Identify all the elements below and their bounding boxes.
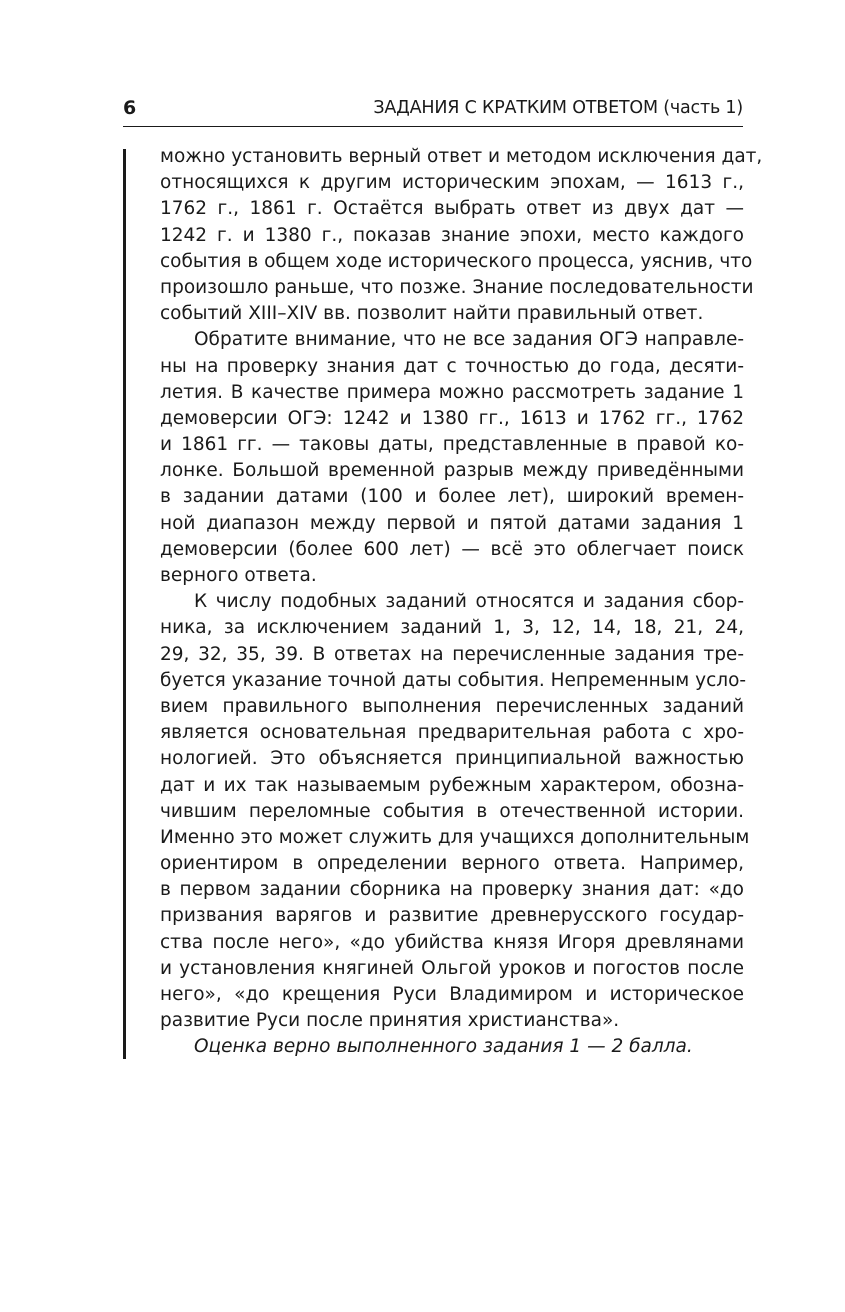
page-number: 6 (123, 97, 137, 119)
text-line: в первом задании сборника на проверку знания дат: «до (160, 879, 744, 901)
text-line: ной диапазон между первой и пятой датами задания 1 (160, 512, 744, 534)
text-line: чившим переломные события в отечественной истории. (160, 800, 744, 822)
paragraph (160, 327, 744, 589)
text-line: летия. В качестве примера можно рассмотреть задание 1 (160, 381, 744, 403)
text-line: 1762 г., 1861 г. Остаётся выбрать ответ из двух дат — (160, 198, 744, 220)
text-line: нологией. Это объясняется принципиальной важностью (160, 748, 744, 770)
text-line: буется указание точной даты события. Непременным усло- (160, 669, 747, 691)
paragraph (160, 589, 750, 1034)
text-line: демоверсии ОГЭ: 1242 и 1380 гг., 1613 и 1762 гг., 1762 (160, 407, 744, 429)
margin-rule (123, 149, 126, 1059)
text-line: развитие Руси после принятия христианства». (160, 1010, 620, 1032)
text-line: Именно это может служить для учащихся дополнительным (160, 826, 750, 848)
paragraph (160, 144, 763, 327)
text-line: является основательная предварительная работа с хро- (160, 722, 744, 744)
text-line: вием правильного выполнения перечисленных заданий (160, 695, 744, 717)
text-line: и 1861 гг. — таковы даты, представленные в правой ко- (160, 434, 744, 456)
score-note-line: Оценка верно выполненного задания 1 — 2 балла. (194, 1036, 693, 1058)
text-line: Обратите внимание, что не все задания ОГЭ направле- (194, 329, 744, 351)
running-title: ЗАДАНИЯ С КРАТКИМ ОТВЕТОМ (часть 1) (373, 98, 743, 118)
text-line: событий XIII–XIV вв. позволит найти правильный ответ. (160, 303, 704, 325)
text-line: призвания варягов и развитие древнерусского государ- (160, 905, 744, 927)
text-line: ориентиром в определении верного ответа. Например, (160, 853, 744, 875)
text-line: ства после него», «до убийства князя Игоря древлянами (160, 931, 744, 953)
text-line: демоверсии (более 600 лет) — всё это облегчает поиск (160, 538, 744, 560)
text-line: 1242 г. и 1380 г., показав знание эпохи, место каждого (160, 224, 744, 246)
text-line: верного ответа. (160, 565, 317, 586)
text-line: ника, за исключением заданий 1, 3, 12, 14, 18, 21, 24, (160, 617, 744, 639)
text-line: К числу подобных заданий относятся и задания сбор- (194, 591, 744, 613)
text-line: 29, 32, 35, 39. В ответах на перечисленные задания тре- (160, 643, 744, 665)
text-line: можно установить верный ответ и методом исключения дат, (160, 146, 763, 167)
text-line: и установления княгиней Ольгой уроков и погостов после (160, 957, 744, 979)
paragraph (160, 1034, 744, 1060)
body-text (160, 144, 763, 1061)
text-line: него», «до крещения Руси Владимиром и историческое (160, 984, 744, 1005)
text-line: события в общем ходе исторического процесса, уяснив, что (160, 250, 753, 272)
page-header (123, 96, 743, 127)
text-line: ны на проверку знания дат с точностью до года, десяти- (160, 355, 744, 377)
text-line: произошло раньше, что позже. Знание последовательности (160, 276, 754, 298)
text-line: в задании датами (100 и более лет), широкий времен- (160, 486, 744, 508)
text-line: относящихся к другим историческим эпохам, — 1613 г., (160, 172, 744, 194)
text-line: лонке. Большой временной разрыв между приведёнными (160, 460, 744, 482)
text-line: дат и их так называемым рубежным характером, обозна- (160, 774, 744, 796)
